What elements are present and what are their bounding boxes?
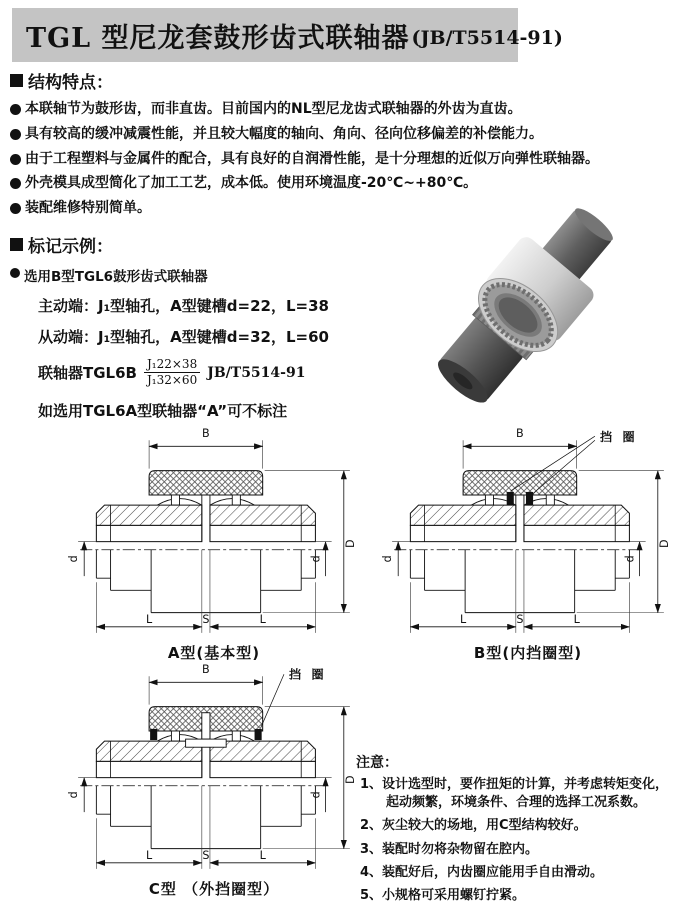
marking-example-row: [10, 265, 430, 285]
driver-end-line: 主动端：J₁型轴孔，A型键槽d=22，L=38: [38, 297, 329, 315]
dim-label-l: L: [259, 848, 266, 862]
note-item: 5、小规格可采用螺钉拧紧。: [360, 887, 526, 903]
feature-item: [10, 151, 672, 168]
bullet-icon: [10, 104, 21, 115]
designation-prefix: 联轴器TGL6B: [38, 364, 137, 382]
dim-label-d: d: [381, 555, 395, 563]
product-photo: [425, 200, 625, 410]
feature-text: 本联轴节为鼓形齿，而非直齿。目前国内的NL型尼龙齿式联轴器的外齿为直齿。: [25, 101, 522, 117]
page-title-standard: (JB/T5514-91): [411, 27, 563, 49]
page-title: TGL 型尼龙套鼓形齿式联轴器: [26, 22, 410, 54]
notes-heading: 注意：: [356, 755, 398, 771]
drawing-a-graphic: [67, 424, 358, 639]
designation-row: [38, 357, 430, 388]
fraction-numerator: J₁22×38: [144, 357, 200, 373]
drawing-type-a: [67, 424, 358, 663]
drawing-type-b: [381, 424, 672, 663]
dim-label-d: d: [623, 555, 637, 563]
dim-label-s: S: [516, 612, 524, 626]
feature-text: 外壳模具成型简化了加工工艺，成本低。使用环境温度-20℃~+80℃。: [25, 175, 478, 192]
dim-label-s: S: [202, 848, 210, 862]
bullet-icon: [10, 129, 21, 140]
section-marking: [10, 232, 430, 421]
dim-label-big-d: D: [343, 775, 357, 784]
drawing-b-graphic: [381, 424, 672, 639]
drawing-c-caption: C型 （外挡圈型）: [148, 880, 280, 898]
feature-text: 具有较高的缓冲减震性能，并且较大幅度的轴向、角向、径向位移偏差的补偿能力。: [25, 125, 543, 142]
bullet-icon: [10, 203, 21, 214]
designation-standard: JB/T5514-91: [207, 364, 306, 381]
driven-end-line: 从动端：J₁型轴孔，A型键槽d=32，L=60: [38, 328, 329, 346]
drawing-a-caption: A型(基本型): [167, 644, 261, 662]
section-notes: [356, 752, 678, 910]
title-banner: [12, 8, 563, 62]
marking-example-text: 选用B型TGL6鼓形齿式联轴器: [24, 269, 208, 285]
dim-label-l: L: [573, 612, 580, 626]
feature-text: 装配维修特别简单。: [25, 200, 151, 217]
dim-label-big-d: D: [657, 539, 671, 548]
coupling-photo-graphic: [425, 200, 625, 410]
dim-label-big-d: D: [343, 539, 357, 548]
note-item: 3、装配时勿将杂物留在腔内。: [360, 841, 539, 857]
square-marker-icon: [10, 74, 23, 87]
dim-label-b: B: [516, 427, 524, 441]
ring-label: 挡 圈: [600, 430, 638, 445]
dim-label-l: L: [145, 612, 153, 626]
drawing-type-c: [67, 660, 358, 899]
feature-item: [10, 101, 672, 118]
marking-note: 如选用TGL6A型联轴器“A”可不标注: [38, 402, 288, 420]
square-marker-icon: [10, 238, 23, 251]
feature-item: [10, 175, 672, 192]
dim-label-s: S: [202, 612, 210, 626]
note-item: 4、装配好后，内齿圈应能用手自由滑动。: [360, 864, 604, 880]
drawing-c-graphic: [67, 660, 358, 875]
feature-text: 由于工程塑料与金属件的配合，具有良好的自润滑性能，是十分理想的近似万向弹性联轴器。: [25, 150, 599, 167]
ring-label: 挡 圈: [289, 667, 327, 682]
bore-fraction: [144, 357, 200, 388]
features-heading-text: 结构特点：: [28, 73, 113, 93]
fraction-denominator: J₁32×60: [146, 373, 198, 387]
dim-label-l: L: [145, 848, 153, 862]
dim-label-l: L: [259, 612, 266, 626]
dim-label-l: L: [459, 612, 467, 626]
bullet-icon: [10, 178, 21, 189]
feature-item: [10, 126, 672, 143]
dim-label-b: B: [202, 663, 210, 677]
dim-label-b: B: [202, 427, 210, 441]
bullet-icon: [10, 268, 20, 278]
dim-label-d: d: [309, 791, 323, 799]
marking-heading-text: 标记示例：: [28, 237, 113, 257]
dim-label-d: d: [309, 555, 323, 563]
drawing-b-caption: B型(内挡圈型): [473, 644, 583, 662]
marking-heading: [10, 232, 430, 257]
dim-label-d: d: [67, 555, 81, 563]
note-item: 2、灰尘较大的场地，用C型结构较好。: [360, 818, 587, 834]
features-heading: [10, 68, 672, 93]
note-item: 1、设计选型时，要作扭矩的计算，并考虑转矩变化，起动频繁，环境条件、合理的选择工况系数。: [360, 777, 669, 811]
bullet-icon: [10, 154, 21, 165]
dim-label-d: d: [67, 791, 81, 799]
